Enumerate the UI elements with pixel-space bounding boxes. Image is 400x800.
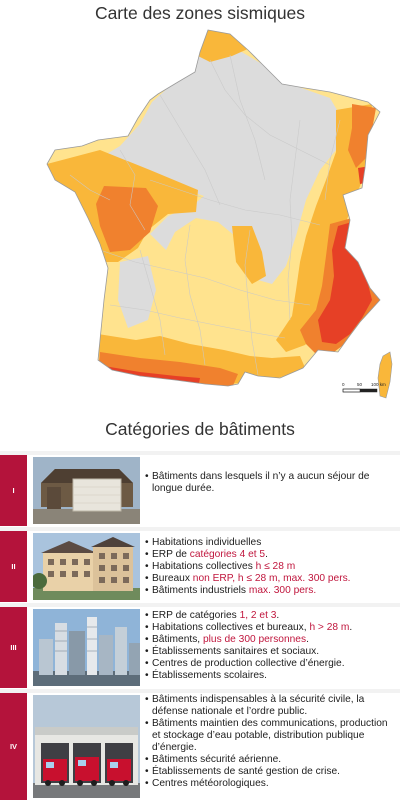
bullet-item [145,549,395,561]
category-number: IV [0,693,27,800]
bullet-text: Bâtiments maintien des communications, production et stockage d’eau potable, distribution publique d’énergie. [152,718,388,753]
bullet-item [145,537,395,549]
photo-residential [33,533,140,600]
photo-fire-station [33,695,140,798]
zone-medium-alsace [348,104,376,168]
bullet-text: ERP de [152,549,190,560]
bullet-text: Établissements de santé gestion de crise. [152,766,341,777]
bullet-text: Habitations collectives et bureaux, [152,622,310,633]
bullet-text: Établissements sanitaires et sociaux. [152,646,320,657]
bullet-item [145,610,395,622]
bullet-text: Bâtiments indispensables à la sécurité civile, la défense nationale et l’ordre public. [152,694,365,717]
bullet-text: Habitations collectives [152,561,256,572]
map-title: Carte des zones sismiques [94,3,306,23]
category-number: II [0,531,27,602]
bullet-text: . [276,610,280,621]
bullet-list [145,471,395,495]
bullet-item [145,622,395,634]
bullet-item [145,585,395,597]
scale-label-50: 50 [357,382,363,387]
bullet-list [145,537,395,597]
bullet-text: Centres météorologiques. [152,778,269,789]
bullet-text: Bâtiments, [152,634,203,645]
bullet-item [145,718,395,754]
bullet-text: . [306,634,309,645]
photo-towers [33,609,140,686]
bullet-text: Habitations individuelles [152,537,262,548]
bullet-text: Bâtiments dans lesquels il n’y a aucun séjour de longue durée. [152,471,370,494]
bullet-item [145,754,395,766]
category-row-ii [0,531,400,602]
photo-garage [33,457,140,524]
bullet-text: Bâtiments sécurité aérienne. [152,754,282,765]
bullet-item [145,694,395,718]
bullet-text: . [265,549,268,560]
corsica [378,352,392,398]
bullet-item [145,471,395,495]
scale-label-100: 100 km [371,382,386,387]
scale-label-0: 0 [342,382,345,387]
bullet-text: Établissements scolaires. [152,670,267,681]
highlight-text: h ≤ 28 m [255,561,296,572]
section-title: Catégories de bâtiments [105,419,295,439]
bullet-item [145,561,395,573]
bullet-item [145,658,395,670]
bullet-item [145,634,395,646]
bullet-item [145,778,395,790]
highlight-text: catégories 4 et 5 [189,549,266,560]
highlight-text: h > 28 m [309,622,350,633]
bullet-item [145,766,395,778]
bullet-list [145,694,395,790]
bullet-text: Bureaux [152,573,193,584]
highlight-text: max. 300 pers. [248,585,317,596]
category-row-iii [0,607,400,688]
highlight-text: non ERP, h ≤ 28 m, max. 300 pers. [192,573,351,584]
bullet-text: . [349,622,353,633]
category-number: I [0,455,27,526]
bullet-text: Bâtiments industriels [152,585,249,596]
category-row-i [0,455,400,526]
category-number: III [0,607,27,688]
category-row-iv [0,693,400,800]
highlight-text: plus de 300 personnes [202,634,307,645]
bullet-text: Centres de production collective d’énergie. [152,658,345,669]
bullet-text: ERP de catégories [152,610,240,621]
bullet-item [145,573,395,585]
bullet-item [145,646,395,658]
bullet-item [145,670,395,682]
highlight-text: 1, 2 et 3 [239,610,277,621]
bullet-list [145,610,395,682]
